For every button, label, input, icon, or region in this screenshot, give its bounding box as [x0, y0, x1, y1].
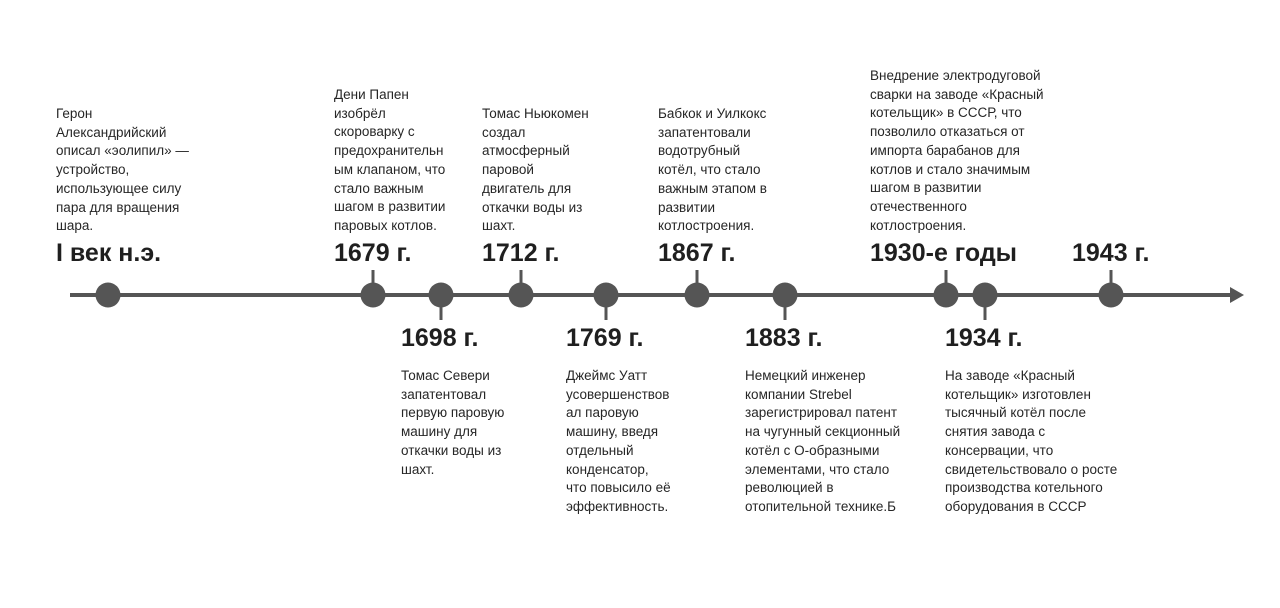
event-year-1883: 1883 г. — [745, 324, 823, 352]
event-year-1769: 1769 г. — [566, 324, 644, 352]
event-year-1698: 1698 г. — [401, 324, 479, 352]
event-description-1679: Дени Папен изобрёл скороварку с предохранительн ым клапаном, что стало важным шагом в развитии паровых котлов. — [334, 87, 446, 233]
event-description-1st-century: Герон Александрийский описал «эолипил» — устройство, использующее силу пара для вращения шара. — [56, 106, 189, 234]
timeline-arrowhead — [1230, 287, 1244, 303]
event-dot-1769 — [594, 283, 619, 308]
event-dot-1943 — [1099, 283, 1124, 308]
event-year-1679: 1679 г. — [334, 239, 412, 267]
event-dot-1st-century — [96, 283, 121, 308]
event-dot-1867 — [685, 283, 710, 308]
event-year-1934: 1934 г. — [945, 324, 1023, 352]
event-year-1930s: 1930-е годы — [870, 239, 1018, 267]
event-description-1712: Томас Ньюкомен создал атмосферный паровой двигатель для откачки воды из шахт. — [482, 106, 589, 234]
event-description-1930s: Внедрение электродуговой сварки на заводе «Красный котельщик» в СССР, что позволило отказаться от импорта барабанов для котлов и стало значимым шагом в развитии отечественного котлостроения. — [870, 68, 1044, 233]
event-description-1698: Томас Севери запатентовал первую паровую машину для откачки воды из шахт. — [401, 368, 505, 477]
event-description-1769: Джеймс Уатт усовершенствов ал паровую машину, введя отдельный конденсатор, что повысило её эффективность. — [566, 368, 671, 514]
event-year-1712: 1712 г. — [482, 239, 560, 267]
event-dot-1934 — [973, 283, 998, 308]
event-dot-1679 — [361, 283, 386, 308]
event-description-1883: Немецкий инженер компании Strebel зарегистрировал патент на чугунный секционный котёл с О-образными элементами, что стало революцией в отопительной технике.Б — [745, 368, 901, 514]
event-dot-1883 — [773, 283, 798, 308]
event-year-1867: 1867 г. — [658, 239, 736, 267]
event-dot-1712 — [509, 283, 534, 308]
event-year-1st-century: I век н.э. — [56, 239, 162, 267]
event-dot-1698 — [429, 283, 454, 308]
event-dot-1930s — [934, 283, 959, 308]
event-description-1934: На заводе «Красный котельщик» изготовлен тысячный котёл после снятия завода с консервации, что свидетельствовало о росте производства котельного оборудования в СССР — [945, 368, 1118, 514]
event-year-1943: 1943 г. — [1072, 239, 1150, 267]
event-description-1867: Бабкок и Уилкокс запатентовали водотрубный котёл, что стало важным этапом в развитии котлостроения. — [658, 106, 767, 234]
